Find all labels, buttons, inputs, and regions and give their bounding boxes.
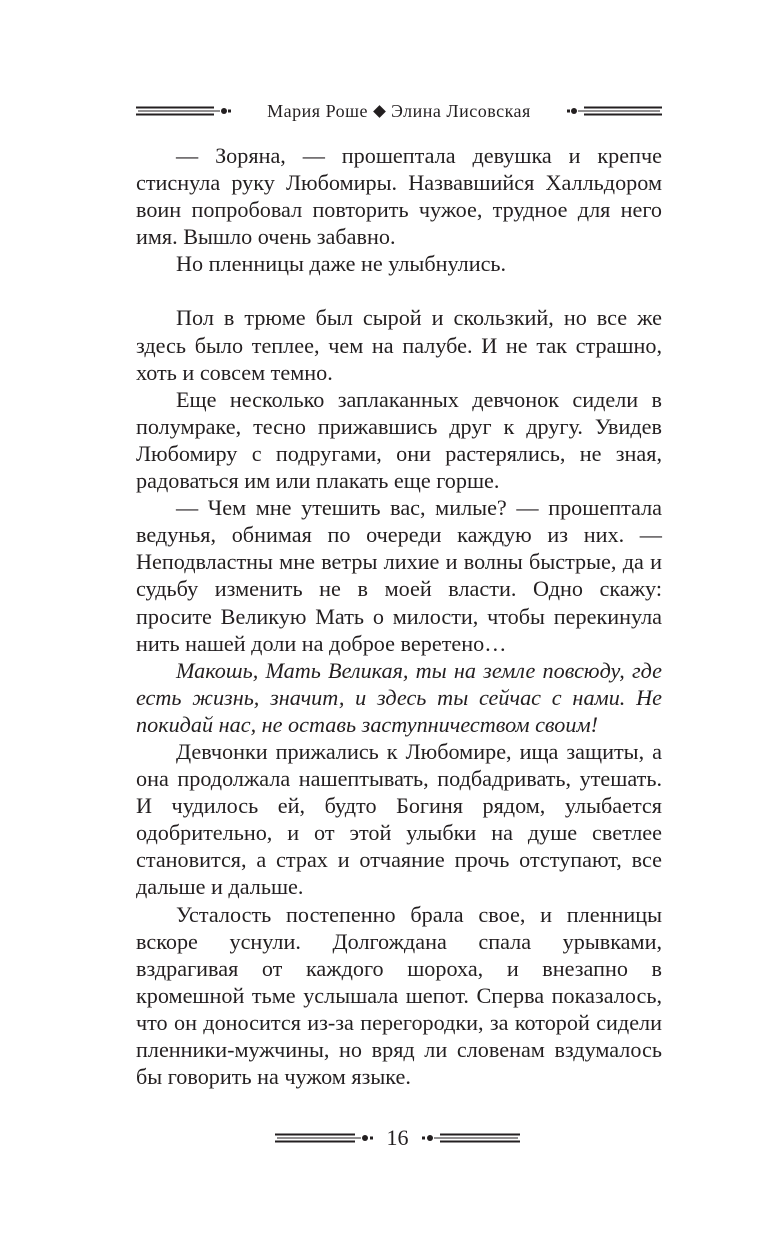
right-footer-ornament [422, 1131, 520, 1145]
page-number: 16 [386, 1125, 409, 1150]
paragraph: — Чем мне утешить вас, милые? — прошептала ведунья, обнимая по очереди каждую из них. — Неподвластны мне ветры лихие и волны быстрые, да и судьбу изменить не в моей власти. Одно скажу: просите Великую Мать о милости, чтобы перекинула нить нашей доли на доброе веретено… [136, 495, 662, 656]
left-header-ornament [136, 104, 231, 118]
author-name-1: Мария Роше [267, 100, 368, 121]
paragraph: Усталость постепенно брала свое, и пленницы вскоре уснули. Долгождана спала урывками, вздрагивая от каждого шороха, и внезапно в кромешной тьме услышала шепот. Сперва показалось, что он доносится из-за перегородки, за которой сидели пленники-мужчины, но вряд ли словенам вздумалось бы говорить на чужом языке. [136, 901, 662, 1090]
running-head-text [267, 101, 531, 122]
page-footer [275, 1123, 520, 1153]
paragraph: Девчонки прижались к Любомире, ища защиты, а она продолжала нашептывать, подбадривать, утешать. И чудилось ей, будто Богиня рядом, улыбается одобрительно, и от этой улыбки на душе светлее становится, а страх и отчаяние прочь отступают, все дальше и дальше. [136, 738, 662, 900]
left-footer-ornament [275, 1131, 373, 1145]
right-header-ornament [567, 104, 662, 118]
paragraph: Еще несколько заплаканных девчонок сидели в полумраке, тесно прижавшись друг к другу. Увидев Любомиру с подругами, они растерялись, не зная, радоваться им или плакать еще горше. [136, 386, 662, 494]
page-body [136, 142, 662, 1090]
prayer-paragraph: Макошь, Мать Великая, ты на земле повсюду, где есть жизнь, значит, и здесь ты сейчас с нами. Не покидай нас, не оставь заступничеством своим! [136, 657, 662, 737]
running-header [136, 96, 662, 126]
diamond-separator-icon [373, 105, 386, 118]
paragraph: Но пленницы даже не улыбнулись. [176, 251, 507, 277]
paragraph: Пол в трюме был сырой и скользкий, но все же здесь было теплее, чем на палубе. И не так страшно, хоть и совсем темно. [136, 305, 662, 385]
author-name-2: Элина Лисовская [390, 100, 531, 121]
paragraph: — Зоряна, — прошептала девушка и крепче стиснула руку Любомиры. Назвавшийся Халльдором воин попробовал повторить чужое, трудное для него имя. Вышло очень забавно. [136, 143, 662, 250]
